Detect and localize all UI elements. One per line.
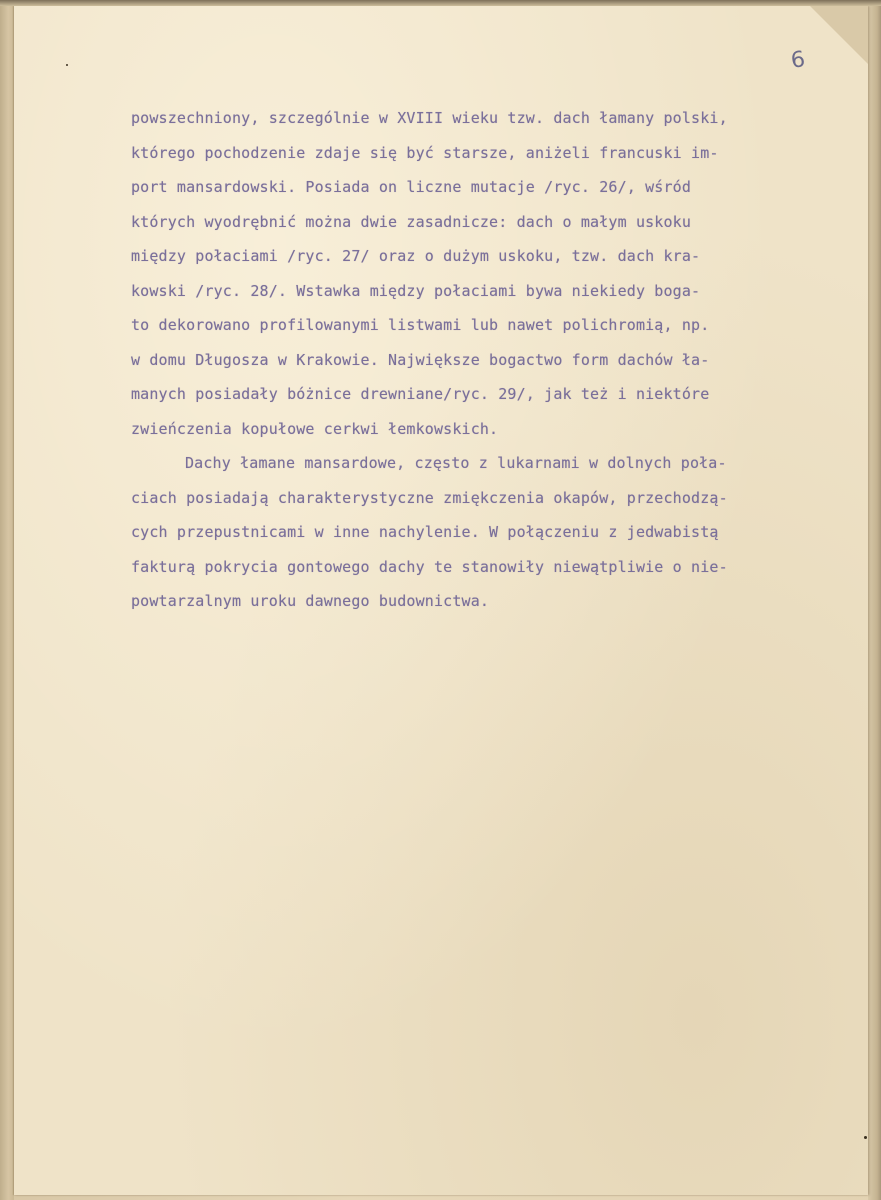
text-line: kowski /ryc. 28/. Wstawka między połaciami bywa niekiedy boga- — [131, 281, 701, 300]
text-line: to dekorowano profilowanymi listwami lub nawet polichromią, np. — [131, 316, 710, 334]
text-line: których wyodrębnić można dwie zasadnicze: dach o małym uskoku — [131, 212, 692, 231]
text-line: Dachy łamane mansardowe, często z lukarnami w dolnych poła- — [185, 454, 727, 472]
text-line: cych przepustnicami w inne nachylenie. W połączeniu z jedwabistą — [131, 523, 719, 541]
text-line: powtarzalnym uroku dawnego budownictwa. — [131, 592, 490, 610]
text-line: manych posiadały bóżnice drewniane/ryc. 29/, jak też i niektóre — [131, 385, 710, 403]
paragraph-1 — [131, 101, 871, 446]
text-line: powszechniony, szczególnie w XVIII wieku tzw. dach łamany polski, — [131, 109, 728, 127]
typewritten-body — [131, 101, 871, 619]
top-paper-edge — [0, 0, 881, 6]
paragraph-2 — [131, 446, 871, 619]
folded-corner — [810, 6, 868, 64]
dust-speck — [864, 1136, 867, 1139]
text-line: fakturą pokrycia gontowego dachy te stanowiły niewątpliwie o nie- — [131, 557, 728, 576]
page-number: 6 — [789, 47, 807, 74]
dust-speck — [66, 64, 68, 66]
text-line: ciach posiadają charakterystyczne zmiękczenia okapów, przechodzą- — [131, 488, 728, 507]
left-paper-edge — [0, 0, 14, 1200]
text-line: zwieńczenia kopułowe cerkwi łemkowskich. — [131, 419, 499, 438]
text-line: port mansardowski. Posiada on liczne mutacje /ryc. 26/, wśród — [131, 178, 692, 196]
text-line: w domu Długosza w Krakowie. Największe bogactwo form dachów ła- — [131, 350, 710, 369]
text-line: między połaciami /ryc. 27/ oraz o dużym uskoku, tzw. dach kra- — [131, 247, 701, 265]
text-line: którego pochodzenie zdaje się być starsze, aniżeli francuski im- — [131, 143, 719, 162]
